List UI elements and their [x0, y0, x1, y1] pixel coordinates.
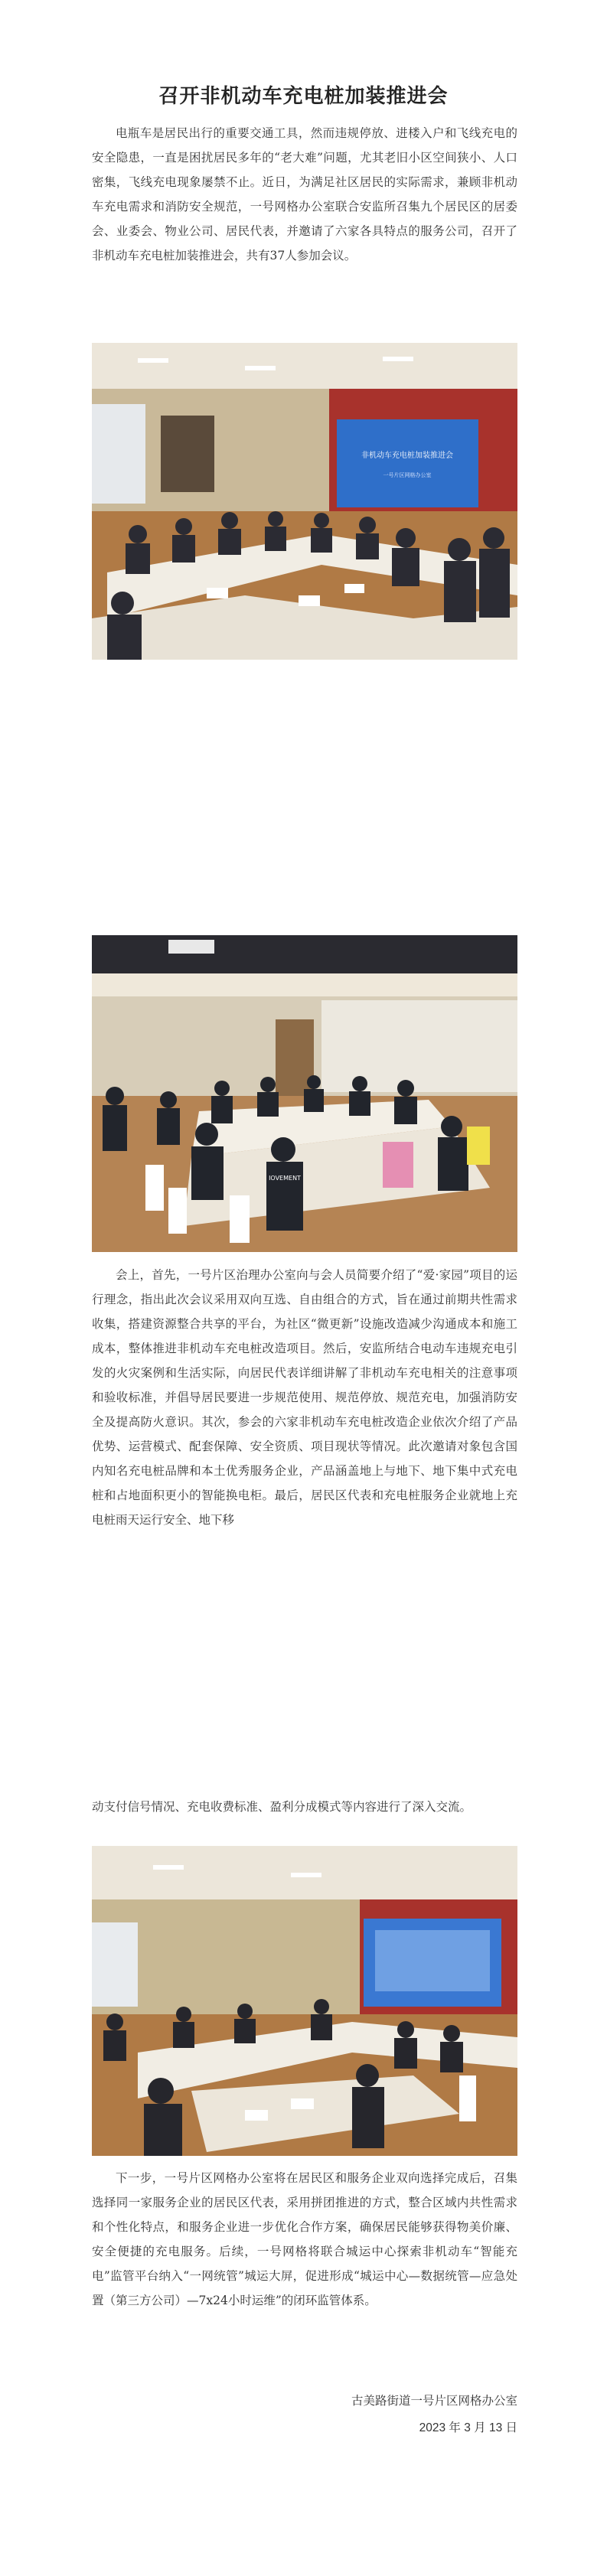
meeting-photo-1-image	[92, 343, 517, 660]
article-paragraph-meeting-continued: 动支付信号情况、充电收费标准、盈利分成模式等内容进行了深入交流。	[92, 1800, 472, 1814]
meeting-photo-3-image	[92, 1846, 517, 2156]
article-paragraph-meeting: 会上，首先，一号片区治理办公室向与会人员简要介绍了“爱·家园”项目的运行理念，指出此次会议采用双向互选、自由组合的方式，旨在通过前期共性需求收集，搭建资源整合共享的平台，为社区“微更新”设施改造减少沟通成本和施工成本，整体推进非机动车充电桩改造项目。然后，安监所结合电动车违规充电引发的火灾案例和生活实际，向居民代表详细讲解了非机动车充电相关的注意事项和验收标准，并倡导居民要进一步规范使用、规范停放、规范充电，加强消防安全及提高防火意识。其次，参会的六家非机动车充电桩改造企业依次介绍了产品优势、运营模式、配套保障、安全资质、项目现状等情况。此次邀请对象包含国内知名充电桩品牌和本土优秀服务企业，产品涵盖地上与地下、地下集中式充电桩和占地面积更小的智能换电柜。最后，居民区代表和充电桩服务企业就地上充电桩雨天运行安全、地下移	[92, 1268, 517, 1527]
screen-title-text: 非机动车充电桩加装推进会	[361, 452, 453, 460]
meeting-photo-2	[92, 935, 517, 1252]
signature-organization: 古美路街道一号片区网格办公室	[351, 2394, 517, 2408]
meeting-photo-2-image	[92, 935, 517, 1252]
shirt-print-text: IOVEMENT	[269, 1175, 301, 1182]
meeting-photo-3	[92, 1846, 517, 2156]
article-paragraph-next-steps: 下一步，一号片区网格办公室将在居民区和服务企业双向选择完成后，召集选择同一家服务企业的居民区代表，采用拼团推进的方式，整合区域内共性需求和个性化特点，和服务企业进一步优化合作方案，确保居民能够获得物美价廉、安全便捷的充电服务。后续，一号网格将联合城运中心探索非机动车“智能充电”监管平台纳入“一网统管”城运大屏，促进形成“城运中心—数据统管—应急处置（第三方公司）—7x24小时运维”的闭环监管体系。	[92, 2171, 517, 2307]
screen-subtitle-text: 一号片区网格办公室	[383, 472, 432, 478]
signature-date: 2023 年 3 月 13 日	[419, 2421, 517, 2434]
article-title: 召开非机动车充电桩加装推进会	[158, 85, 449, 108]
meeting-photo-1	[92, 343, 517, 660]
article-paragraph-intro: 电瓶车是居民出行的重要交通工具，然而违规停放、进楼入户和飞线充电的安全隐患，一直是困扰居民多年的“老大难”问题，尤其老旧小区空间狭小、人口密集，飞线充电现象屡禁不止。近日，为满足社区居民的实际需求，兼顾非机动车充电需求和消防安全规范，一号网格办公室联合安监所召集九个居民区的居委会、业委会、物业公司、居民代表，并邀请了六家各具特点的服务公司，召开了非机动车充电桩加装推进会，共有37人参加会议。	[92, 126, 517, 262]
